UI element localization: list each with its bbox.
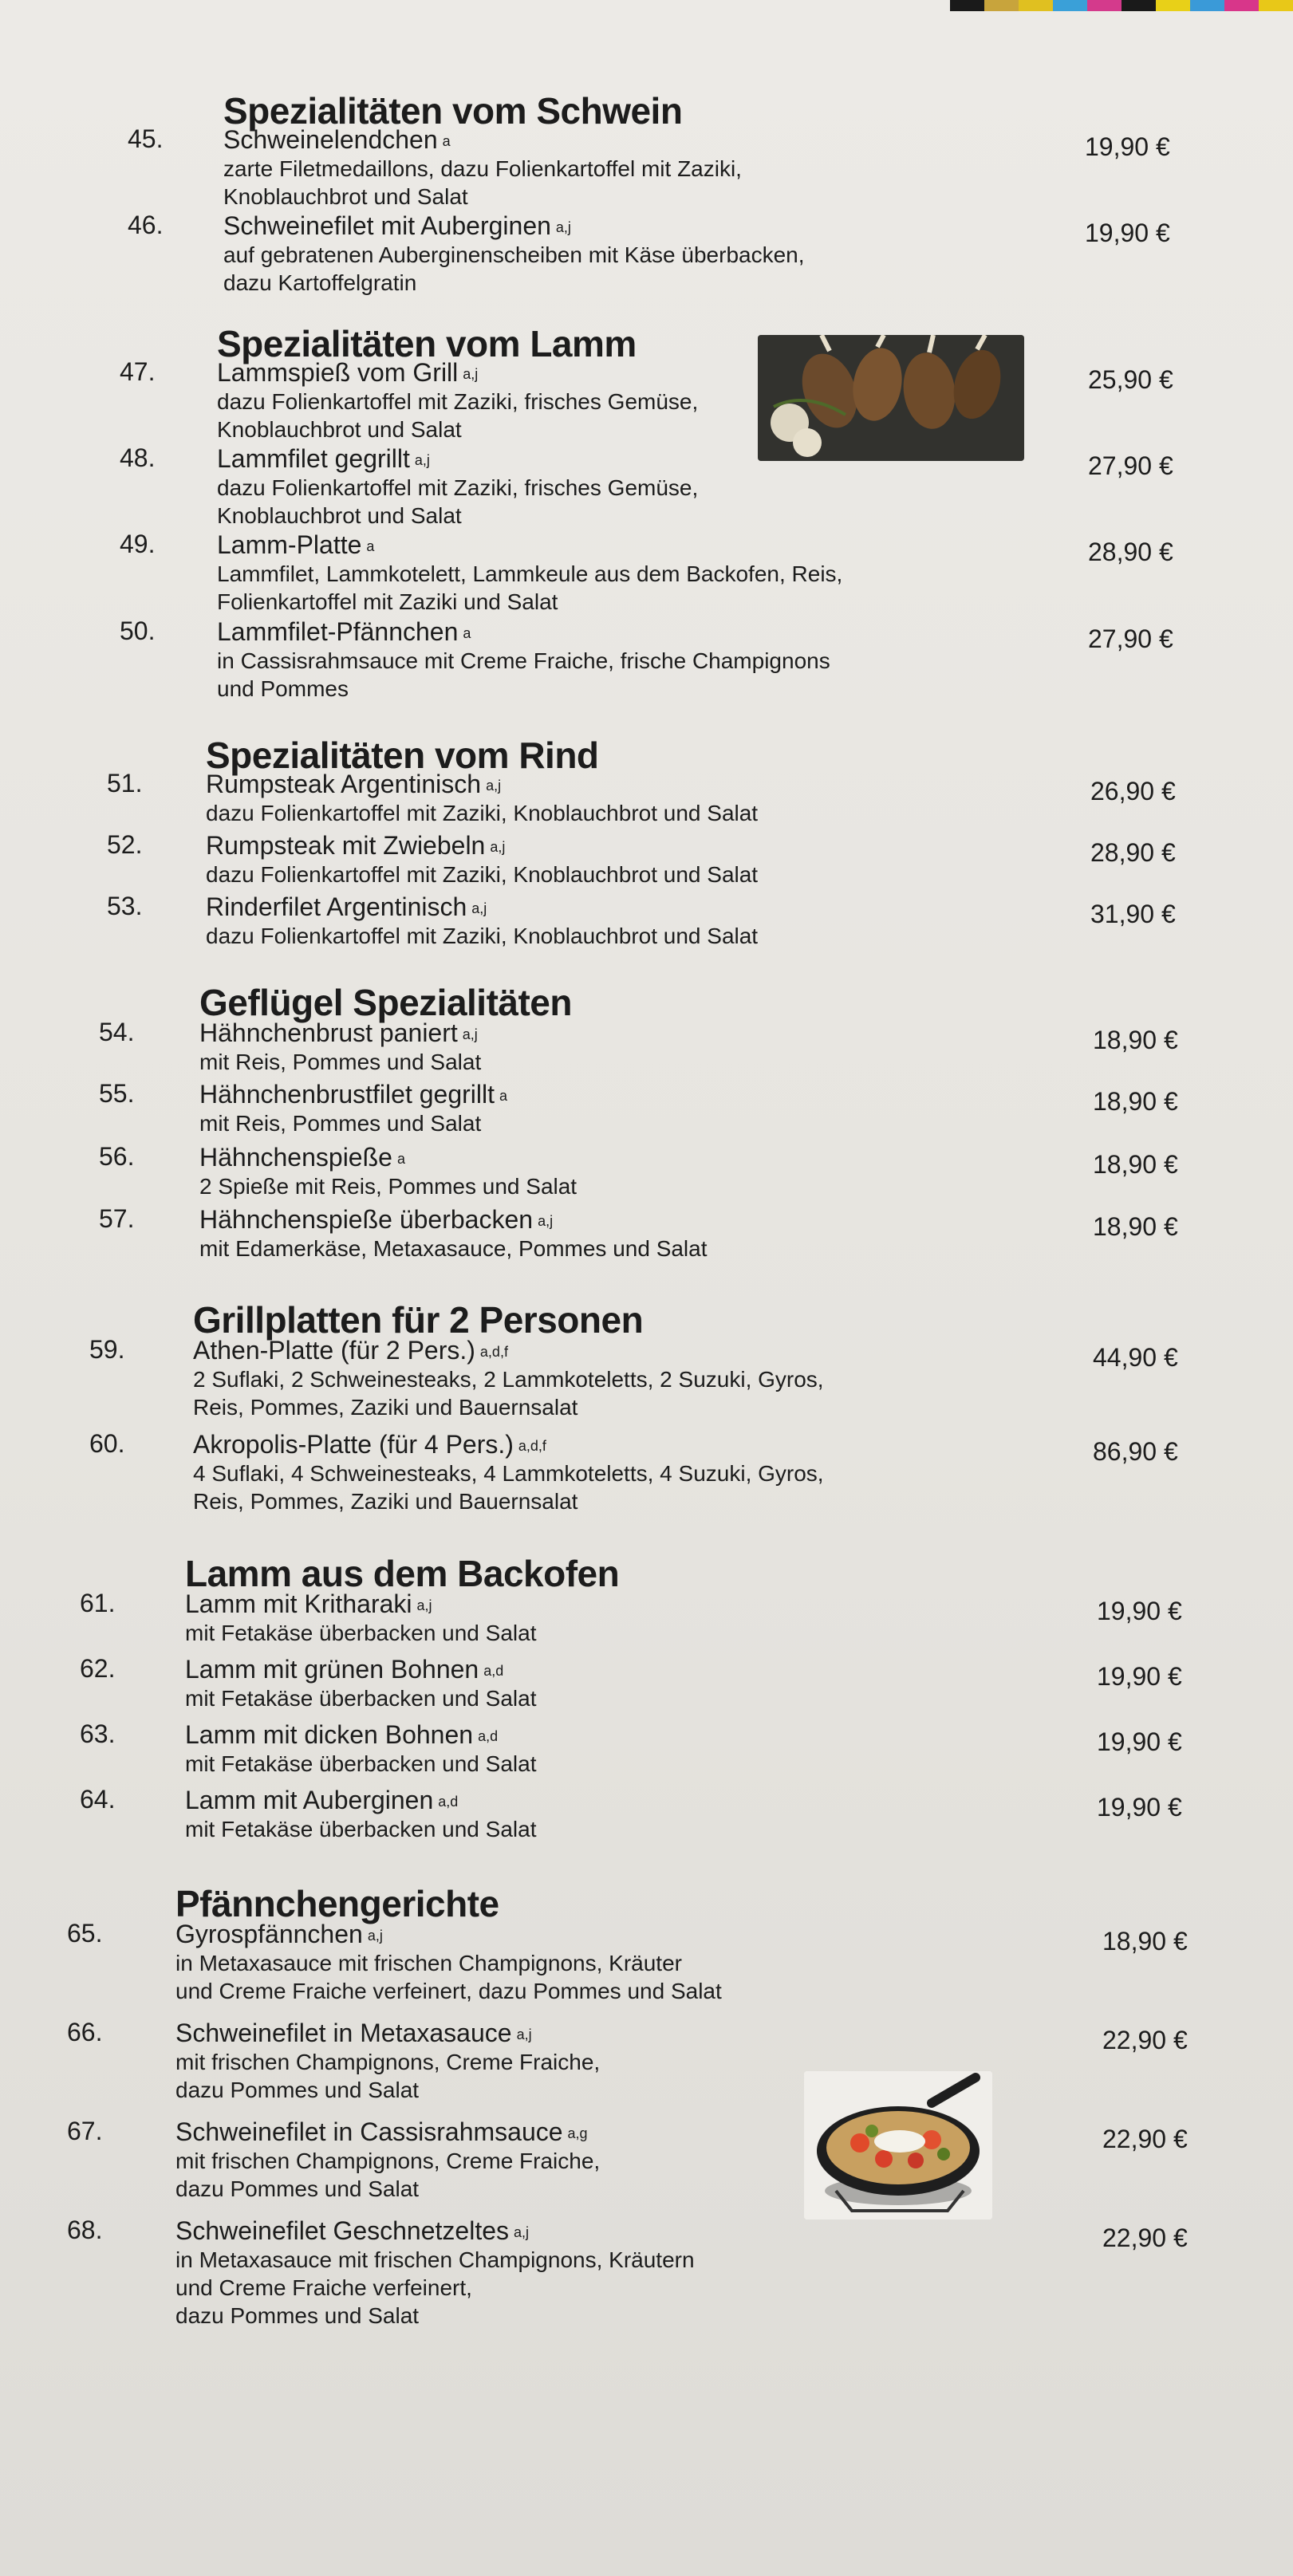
- item-price: 18,90 €: [1093, 1087, 1178, 1116]
- item-name-text: Schweinefilet mit Auberginen: [223, 211, 551, 240]
- item-number: 52.: [107, 830, 143, 859]
- item-number: 64.: [80, 1785, 116, 1814]
- item-name: [185, 1719, 983, 1750]
- item-number: 65.: [67, 1919, 103, 1948]
- item-description: dazu Folienkartoffel mit Zaziki, Knoblauchbrot und Salat: [206, 862, 759, 887]
- allergen-codes: a,j: [462, 1026, 478, 1042]
- item-price: 19,90 €: [1097, 1597, 1182, 1625]
- item-name-text: Hähnchenbrust paniert: [199, 1018, 458, 1047]
- item-name-text: Lamm-Platte: [217, 530, 362, 559]
- item-description: Knoblauchbrot und Salat: [217, 417, 462, 442]
- item-name: [199, 1142, 997, 1172]
- allergen-codes: a,d,f: [479, 1344, 508, 1360]
- item-price: 19,90 €: [1085, 132, 1170, 161]
- item-number: 60.: [89, 1429, 125, 1458]
- item-description: dazu Pommes und Salat: [175, 2303, 420, 2328]
- item-number: 63.: [80, 1719, 116, 1748]
- item-name: [199, 1079, 997, 1109]
- item-number: 67.: [67, 2117, 103, 2145]
- section-title: Pfännchengerichte: [175, 1883, 499, 1924]
- item-number: 49.: [120, 530, 156, 558]
- item-name-text: Hähnchenspieße überbacken: [199, 1205, 534, 1234]
- item-description: 4 Suflaki, 4 Schweinesteaks, 4 Lammkoteletts, 4 Suzuki, Gyros,: [193, 1461, 824, 1486]
- item-number: 68.: [67, 2216, 103, 2244]
- item-name: [185, 1654, 983, 1684]
- print-color-bar: [950, 0, 1293, 11]
- item-name-text: Rumpsteak mit Zwiebeln: [206, 831, 486, 860]
- allergen-codes: a,j: [490, 839, 506, 855]
- item-name: [217, 616, 1015, 647]
- item-name: [185, 1785, 983, 1815]
- item-description: Folienkartoffel mit Zaziki und Salat: [217, 589, 558, 614]
- item-description: dazu Folienkartoffel mit Zaziki, frisches Gemüse,: [217, 389, 699, 414]
- item-description: in Cassisrahmsauce mit Creme Fraiche, frische Champignons: [217, 648, 830, 673]
- item-name-text: Lamm mit Kritharaki: [185, 1589, 412, 1618]
- item-description: Knoblauchbrot und Salat: [223, 184, 468, 209]
- item-name-text: Lammspieß vom Grill: [217, 358, 459, 387]
- item-price: 31,90 €: [1090, 900, 1176, 928]
- allergen-codes: a: [366, 538, 375, 554]
- item-number: 57.: [99, 1204, 135, 1233]
- pan-dish-photo: [804, 2071, 992, 2220]
- item-name-text: Gyrospfännchen: [175, 1920, 363, 1948]
- item-name-text: Akropolis-Platte (für 4 Pers.): [193, 1430, 514, 1459]
- item-description: Lammfilet, Lammkotelett, Lammkeule aus dem Backofen, Reis,: [217, 561, 843, 586]
- item-price: 18,90 €: [1102, 1927, 1188, 1956]
- item-name: [175, 2216, 973, 2246]
- item-name: [206, 769, 1003, 799]
- item-number: 54.: [99, 1018, 135, 1046]
- allergen-codes: a,j: [471, 900, 487, 916]
- item-description: mit frischen Champignons, Creme Fraiche,: [175, 2149, 601, 2173]
- item-name: [175, 2018, 973, 2048]
- item-description: dazu Folienkartoffel mit Zaziki, Knoblauchbrot und Salat: [206, 924, 759, 948]
- section-title: Spezialitäten vom Lamm: [217, 323, 637, 364]
- item-number: 53.: [107, 892, 143, 920]
- item-description: mit Reis, Pommes und Salat: [199, 1111, 482, 1136]
- allergen-codes: a,j: [416, 1597, 432, 1613]
- item-description: zarte Filetmedaillons, dazu Folienkartoffel mit Zaziki,: [223, 156, 742, 181]
- section-title: Lamm aus dem Backofen: [185, 1553, 620, 1594]
- allergen-codes: a,j: [555, 219, 571, 235]
- item-name-text: Schweinelendchen: [223, 125, 438, 154]
- item-description: dazu Kartoffelgratin: [223, 270, 417, 295]
- color-swatch: [1053, 0, 1087, 11]
- item-name: [199, 1018, 997, 1048]
- item-number: 61.: [80, 1589, 116, 1617]
- item-price: 19,90 €: [1097, 1662, 1182, 1691]
- item-name-text: Schweinefilet Geschnetzeltes: [175, 2216, 509, 2245]
- item-description: und Creme Fraiche verfeinert, dazu Pommes und Salat: [175, 1979, 722, 2003]
- allergen-codes: a,j: [514, 2224, 530, 2240]
- item-name-text: Schweinefilet in Cassisrahmsauce: [175, 2117, 563, 2146]
- item-price: 27,90 €: [1088, 624, 1173, 653]
- item-number: 56.: [99, 1142, 135, 1171]
- allergen-codes: a: [499, 1088, 507, 1104]
- item-price: 18,90 €: [1093, 1026, 1178, 1054]
- color-swatch: [1122, 0, 1156, 11]
- allergen-codes: a,j: [414, 452, 430, 468]
- item-description: 2 Spieße mit Reis, Pommes und Salat: [199, 1174, 578, 1199]
- item-price: 86,90 €: [1093, 1437, 1178, 1466]
- item-price: 25,90 €: [1088, 365, 1173, 394]
- color-swatch: [950, 0, 984, 11]
- item-description: dazu Folienkartoffel mit Zaziki, frisches Gemüse,: [217, 475, 699, 500]
- item-name: [175, 1919, 973, 1949]
- item-name: [206, 830, 1003, 861]
- item-description: 2 Suflaki, 2 Schweinesteaks, 2 Lammkoteletts, 2 Suzuki, Gyros,: [193, 1367, 824, 1392]
- item-price: 22,90 €: [1102, 2125, 1188, 2153]
- color-swatch: [1156, 0, 1190, 11]
- item-number: 62.: [80, 1654, 116, 1683]
- item-description: Reis, Pommes, Zaziki und Bauernsalat: [193, 1395, 578, 1420]
- item-name-text: Athen-Platte (für 2 Pers.): [193, 1336, 475, 1365]
- item-number: 47.: [120, 357, 156, 386]
- item-description: mit Fetakäse überbacken und Salat: [185, 1751, 537, 1776]
- item-name: [185, 1589, 983, 1619]
- allergen-codes: a,g: [567, 2125, 588, 2141]
- item-description: dazu Folienkartoffel mit Zaziki, Knoblauchbrot und Salat: [206, 801, 759, 825]
- item-name: [223, 211, 1021, 241]
- allergen-codes: a,d: [483, 1663, 504, 1679]
- allergen-codes: a: [442, 133, 451, 149]
- item-price: 28,90 €: [1090, 838, 1176, 867]
- allergen-codes: a: [463, 625, 471, 641]
- item-description: und Creme Fraiche verfeinert,: [175, 2275, 472, 2300]
- item-number: 66.: [67, 2018, 103, 2046]
- item-price: 19,90 €: [1097, 1793, 1182, 1822]
- item-description: in Metaxasauce mit frischen Champignons, Kräuter: [175, 1951, 682, 1975]
- allergen-codes: a,d: [478, 1728, 499, 1744]
- item-description: dazu Pommes und Salat: [175, 2078, 420, 2102]
- allergen-codes: a: [396, 1151, 405, 1167]
- item-description: auf gebratenen Auberginenscheiben mit Käse überbacken,: [223, 242, 805, 267]
- item-price: 18,90 €: [1093, 1150, 1178, 1179]
- item-price: 19,90 €: [1097, 1727, 1182, 1756]
- item-name-text: Lamm mit grünen Bohnen: [185, 1655, 479, 1684]
- color-swatch: [984, 0, 1019, 11]
- item-price: 44,90 €: [1093, 1343, 1178, 1372]
- item-description: mit Edamerkäse, Metaxasauce, Pommes und Salat: [199, 1236, 708, 1261]
- item-price: 22,90 €: [1102, 2026, 1188, 2054]
- item-price: 28,90 €: [1088, 538, 1173, 566]
- item-description: und Pommes: [217, 676, 349, 701]
- section-title: Grillplatten für 2 Personen: [193, 1299, 644, 1341]
- item-price: 26,90 €: [1090, 777, 1176, 805]
- item-price: 18,90 €: [1093, 1212, 1178, 1241]
- item-name: [217, 530, 1015, 560]
- item-number: 50.: [120, 616, 156, 645]
- color-swatch: [1087, 0, 1122, 11]
- color-swatch: [1019, 0, 1053, 11]
- item-description: Knoblauchbrot und Salat: [217, 503, 462, 528]
- item-number: 55.: [99, 1079, 135, 1108]
- item-description: mit Fetakäse überbacken und Salat: [185, 1817, 537, 1841]
- item-description: in Metaxasauce mit frischen Champignons, Kräutern: [175, 2247, 695, 2272]
- item-number: 48.: [120, 443, 156, 472]
- allergen-codes: a,d,f: [518, 1438, 546, 1454]
- section-title: Geflügel Spezialitäten: [199, 982, 572, 1023]
- lamb-chops-photo: [758, 335, 1024, 461]
- item-name-text: Rinderfilet Argentinisch: [206, 892, 467, 921]
- allergen-codes: a,j: [516, 2027, 532, 2042]
- item-name: [199, 1204, 997, 1235]
- item-description: dazu Pommes und Salat: [175, 2176, 420, 2201]
- section-title: Spezialitäten vom Rind: [206, 735, 599, 776]
- item-name: [193, 1335, 991, 1365]
- allergen-codes: a,d: [438, 1794, 459, 1810]
- item-name: [223, 124, 1021, 155]
- item-name: [193, 1429, 991, 1459]
- item-description: mit Reis, Pommes und Salat: [199, 1050, 482, 1074]
- item-name-text: Lamm mit Auberginen: [185, 1786, 434, 1814]
- item-name-text: Schweinefilet in Metaxasauce: [175, 2019, 512, 2047]
- allergen-codes: a,j: [463, 366, 479, 382]
- item-name-text: Lamm mit dicken Bohnen: [185, 1720, 474, 1749]
- item-description: mit Fetakäse überbacken und Salat: [185, 1686, 537, 1711]
- item-number: 45.: [128, 124, 164, 153]
- item-name-text: Hähnchenbrustfilet gegrillt: [199, 1080, 495, 1109]
- item-description: Reis, Pommes, Zaziki und Bauernsalat: [193, 1489, 578, 1514]
- item-name-text: Lammfilet-Pfännchen: [217, 617, 459, 646]
- item-description: mit frischen Champignons, Creme Fraiche,: [175, 2050, 601, 2074]
- allergen-codes: a,j: [367, 1928, 383, 1944]
- item-name-text: Hähnchenspieße: [199, 1143, 392, 1172]
- item-number: 51.: [107, 769, 143, 798]
- item-price: 19,90 €: [1085, 219, 1170, 247]
- item-price: 27,90 €: [1088, 451, 1173, 480]
- color-swatch: [1259, 0, 1293, 11]
- item-description: mit Fetakäse überbacken und Salat: [185, 1621, 537, 1645]
- allergen-codes: a,j: [538, 1213, 554, 1229]
- color-swatch: [1190, 0, 1224, 11]
- color-swatch: [1224, 0, 1259, 11]
- item-number: 46.: [128, 211, 164, 239]
- item-name-text: Lammfilet gegrillt: [217, 444, 410, 473]
- item-name: [206, 892, 1003, 922]
- item-number: 59.: [89, 1335, 125, 1364]
- item-price: 22,90 €: [1102, 2223, 1188, 2252]
- allergen-codes: a,j: [486, 778, 502, 794]
- section-title: Spezialitäten vom Schwein: [223, 90, 683, 132]
- item-name-text: Rumpsteak Argentinisch: [206, 770, 482, 798]
